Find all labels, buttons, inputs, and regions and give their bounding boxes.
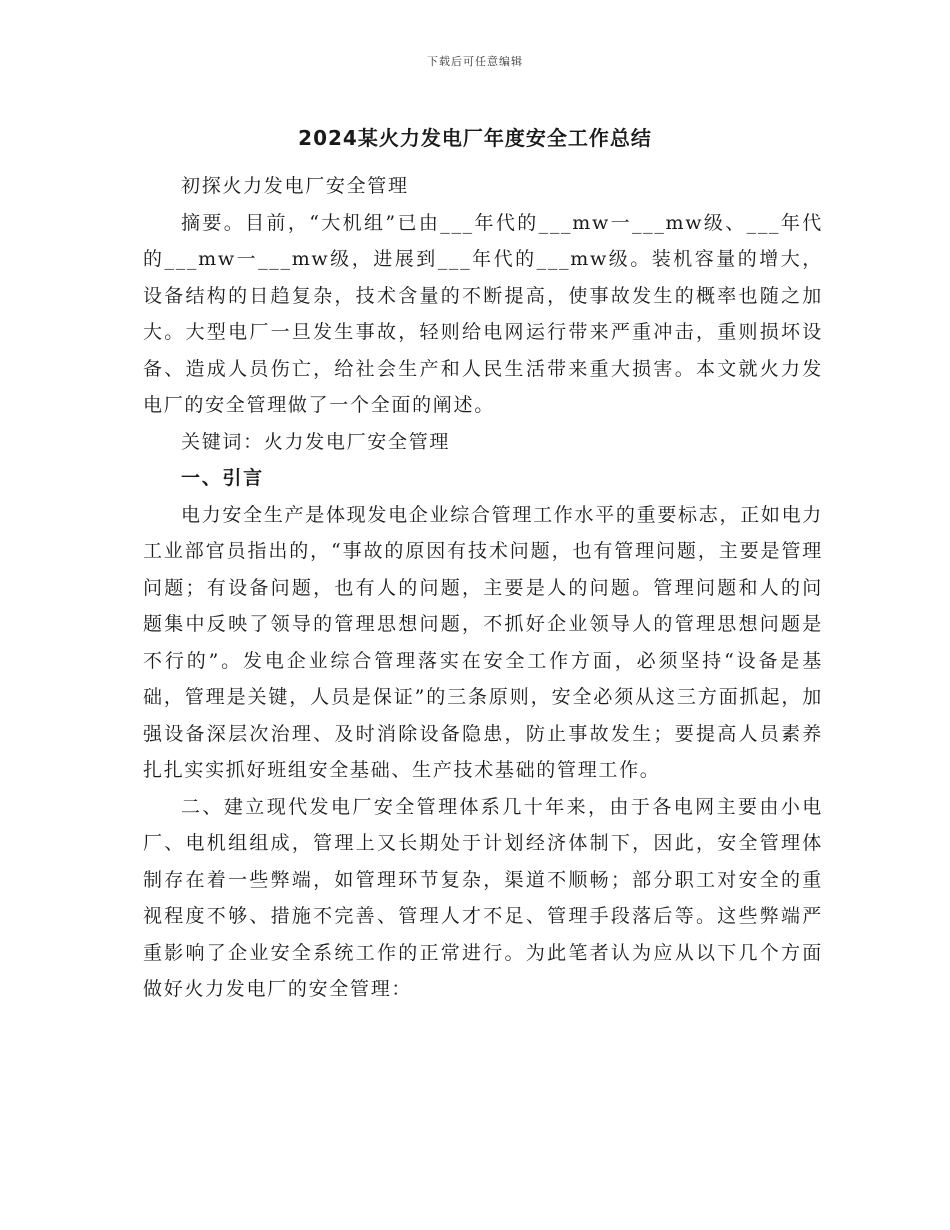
abstract-paragraph: 摘要。目前，“大机组”已由___年代的___mw一___mw级、___年代的___mw一___mw级，进展到___年代的___mw级。装机容量的增大，设备结构的日趋复杂，技术含量的不断提高，使事故发生的概率也随之加大。大型电厂一旦发生事故，轻则给电网运行带来严重冲击，重则损坏设备、造成人员伤亡，给社会生产和人民生活带来重大损害。本文就火力发电厂的安全管理做了一个全面的阐述。 (143, 211, 823, 416)
keywords-paragraph: 关键词：火力发电厂安全管理 (181, 430, 451, 453)
document-title: 2024某火力发电厂年度安全工作总结 (298, 126, 652, 150)
section-heading-introduction: 一、引言 (181, 467, 264, 489)
section-two-paragraph: 二、建立现代发电厂安全管理体系几十年来，由于各电网主要由小电厂、电机组组成，管理上又长期处于计划经济体制下，因此，安全管理体制存在着一些弊端，如管理环节复杂，渠道不顺畅；部分职工对安全的重视程度不够、措施不完善、管理人才不足、管理手段落后等。这些弊端严重影响了企业安全系统工作的正常进行。为此笔者认为应从以下几个方面做好火力发电厂的安全管理： (143, 795, 823, 1000)
document-body (143, 168, 823, 1008)
introduction-paragraph: 电力安全生产是体现发电企业综合管理工作水平的重要标志，正如电力工业部官员指出的，“事故的原因有技术问题，也有管理问题，主要是管理问题；有设备问题，也有人的问题，主要是人的问题。管理问题和人的问题集中反映了领导的管理思想问题，不抓好企业领导人的管理思想问题是不行的”。发电企业综合管理落实在安全工作方面，必须坚持“设备是基础，管理是关键，人员是保证”的三条原则，安全必须从这三方面抓起，加强设备深层次治理、及时消除设备隐患，防止事故发生；要提高人员素养扎扎实实抓好班组安全基础、生产技术基础的管理工作。 (143, 503, 823, 781)
subtitle-paragraph: 初探火力发电厂安全管理 (181, 175, 409, 197)
header-note: 下载后可任意编辑 (427, 55, 523, 68)
